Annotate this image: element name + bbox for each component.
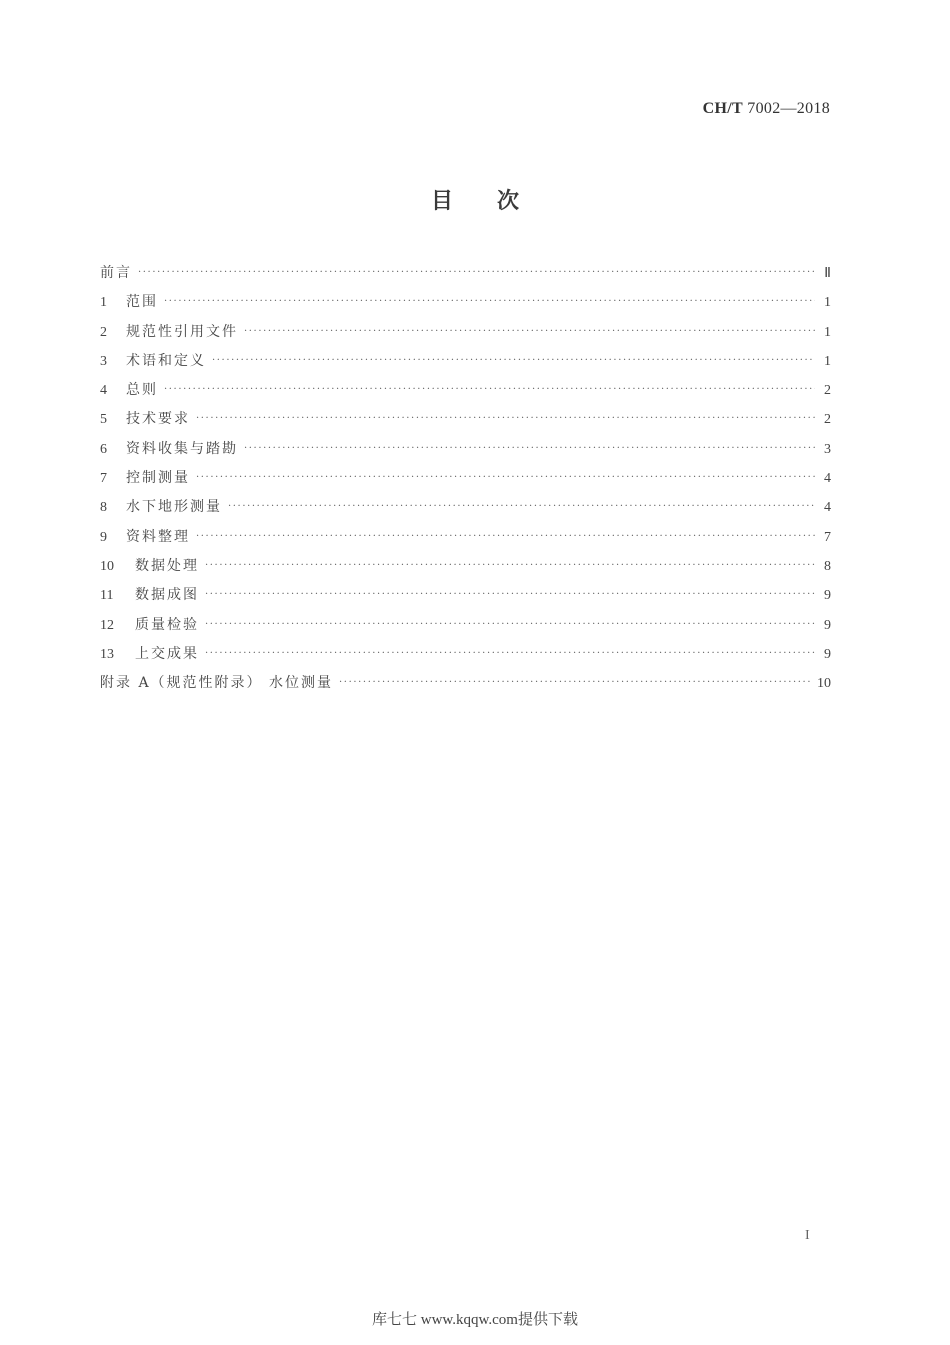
toc-entry-page: 9 bbox=[824, 646, 831, 662]
toc-entry-number: 12 bbox=[100, 617, 114, 633]
toc-entry-label: 控制测量 bbox=[126, 470, 190, 487]
standard-prefix: CH/T bbox=[702, 100, 743, 117]
toc-entry-label: 资料收集与踏勘 bbox=[126, 440, 238, 457]
toc-title bbox=[0, 184, 950, 215]
toc-entry[interactable] bbox=[100, 438, 831, 467]
toc-entry-page: 1 bbox=[824, 295, 831, 311]
dot-leader bbox=[196, 472, 815, 483]
toc-entry[interactable] bbox=[100, 614, 831, 643]
toc-entry-number: 2 bbox=[100, 324, 107, 340]
toc-entry-page: 9 bbox=[824, 617, 831, 633]
toc-entry-label: 质量检验 bbox=[135, 616, 199, 633]
dot-leader bbox=[205, 619, 815, 630]
toc-entry-number: 13 bbox=[100, 646, 114, 662]
toc-entry-page: 2 bbox=[824, 383, 831, 399]
toc-entry[interactable] bbox=[100, 555, 831, 584]
toc-entry-label: 规范性引用文件 bbox=[126, 323, 238, 340]
toc-entry-number: 10 bbox=[100, 558, 114, 574]
toc-entry-label: 范围 bbox=[126, 294, 158, 311]
toc-entry-page: 1 bbox=[824, 353, 831, 369]
toc-entry-label: 上交成果 bbox=[135, 645, 199, 662]
toc-entry[interactable] bbox=[100, 379, 831, 408]
dot-leader bbox=[196, 413, 815, 424]
dot-leader bbox=[205, 589, 815, 600]
table-of-contents bbox=[100, 262, 831, 701]
toc-entry-page: 2 bbox=[824, 412, 831, 428]
standard-code bbox=[703, 100, 830, 118]
toc-entry-number: 6 bbox=[100, 441, 107, 457]
toc-entry-number: 8 bbox=[100, 500, 107, 516]
dot-leader bbox=[228, 501, 815, 512]
footer-watermark: 库七七 www.kqqw.com提供下载 bbox=[372, 1312, 578, 1328]
toc-entry-label: 术语和定义 bbox=[126, 352, 206, 369]
toc-entry[interactable] bbox=[100, 321, 831, 350]
toc-entry-page: 7 bbox=[824, 529, 831, 545]
toc-entry[interactable] bbox=[100, 408, 831, 437]
toc-entry[interactable] bbox=[100, 672, 831, 701]
toc-entry-label: 前言 bbox=[100, 265, 132, 281]
toc-entry-page: 9 bbox=[824, 588, 831, 604]
dot-leader bbox=[244, 326, 815, 337]
dot-leader bbox=[339, 677, 811, 688]
toc-title-char-2: 次 bbox=[497, 189, 520, 214]
toc-entry[interactable] bbox=[100, 526, 831, 555]
toc-entry-number: 7 bbox=[100, 471, 107, 487]
dot-leader bbox=[164, 296, 815, 307]
toc-entry-label: 资料整理 bbox=[126, 528, 190, 545]
dot-leader bbox=[205, 648, 815, 659]
toc-entry-label: 数据成图 bbox=[135, 587, 199, 604]
toc-entry-label: 技术要求 bbox=[126, 411, 190, 428]
toc-entry[interactable] bbox=[100, 467, 831, 496]
toc-entry[interactable] bbox=[100, 350, 831, 379]
toc-entry-page: 4 bbox=[824, 500, 831, 516]
toc-entry-number: 4 bbox=[100, 383, 107, 399]
toc-entry[interactable] bbox=[100, 496, 831, 525]
toc-entry-label: 附录 A（规范性附录） 水位测量 bbox=[100, 675, 334, 692]
toc-entry-number: 5 bbox=[100, 412, 107, 428]
toc-entry-number: 11 bbox=[100, 588, 114, 604]
toc-entry-page: 4 bbox=[824, 471, 831, 487]
toc-entry-page: 8 bbox=[824, 558, 831, 574]
toc-entry-page: 10 bbox=[817, 676, 831, 692]
toc-entry-number: 9 bbox=[100, 529, 107, 545]
toc-entry-page: 3 bbox=[824, 441, 831, 457]
dot-leader bbox=[205, 560, 815, 571]
dot-leader bbox=[212, 355, 815, 366]
page-number: I bbox=[805, 1228, 810, 1243]
toc-entry-number: 1 bbox=[100, 295, 107, 311]
toc-entry[interactable] bbox=[100, 584, 831, 613]
dot-leader bbox=[138, 267, 815, 278]
dot-leader bbox=[196, 531, 815, 542]
dot-leader bbox=[164, 384, 815, 395]
toc-entry-label: 总则 bbox=[126, 382, 158, 399]
toc-entry-label: 数据处理 bbox=[135, 557, 199, 574]
dot-leader bbox=[244, 443, 815, 454]
toc-entry[interactable] bbox=[100, 643, 831, 672]
toc-title-char-1: 目 bbox=[430, 189, 453, 214]
toc-entry-page: Ⅱ bbox=[824, 266, 831, 281]
toc-entry[interactable] bbox=[100, 262, 831, 291]
toc-entry-label: 水下地形测量 bbox=[126, 499, 222, 516]
toc-entry-number: 3 bbox=[100, 353, 107, 369]
toc-entry[interactable] bbox=[100, 291, 831, 320]
toc-entry-page: 1 bbox=[824, 324, 831, 340]
standard-number: 7002—2018 bbox=[747, 100, 830, 117]
